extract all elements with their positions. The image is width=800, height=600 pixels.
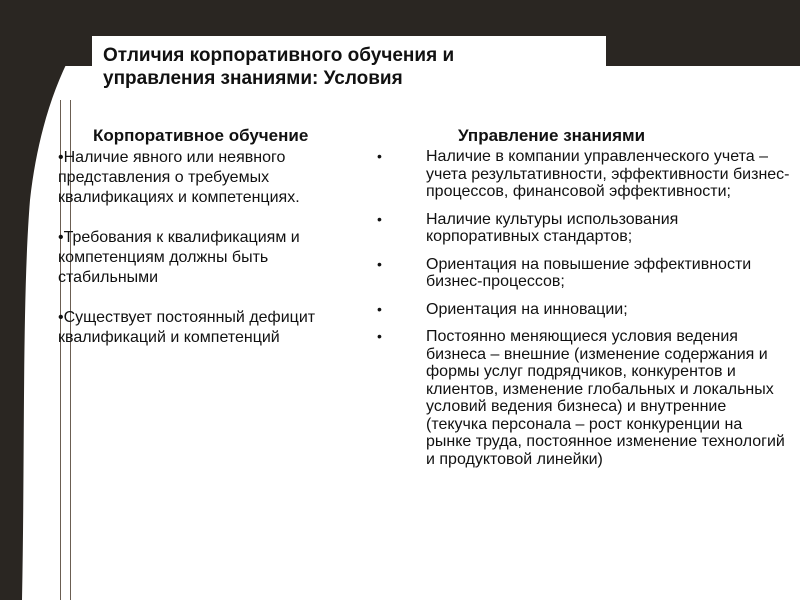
right-column-heading: Управление знаниями	[458, 126, 646, 145]
right-column	[370, 126, 790, 478]
bullet: •	[377, 328, 382, 344]
right-item	[370, 328, 790, 468]
bullet: •	[58, 149, 64, 166]
right-item-text: Ориентация на повышение эффективности бизнес-процессов;	[426, 255, 752, 290]
right-item	[370, 211, 790, 246]
left-column	[58, 126, 368, 368]
right-item	[370, 148, 790, 201]
bullet: •	[377, 255, 382, 272]
bullet: •	[377, 148, 382, 164]
right-item-text: Наличие в компании управленческого учета – учета результативности, эффективности бизнес-процессов, финансовой эффективности;	[426, 148, 790, 200]
bullet: •	[377, 210, 382, 227]
left-item	[58, 228, 368, 288]
left-item	[58, 148, 368, 208]
right-item-text: Ориентация на инновации;	[426, 300, 628, 318]
right-item	[370, 301, 790, 319]
bullet: •	[377, 300, 382, 317]
left-item	[58, 308, 368, 348]
bullet: •	[58, 229, 64, 246]
right-list	[370, 148, 790, 468]
right-item-text: Постоянно меняющиеся условия ведения бизнеса – внешние (изменение содержания и формы услуг подрядчиков, конкурентов и клиентов, изменение глобальных и локальных условий ведения бизнеса) и внутренние (текучка персонала – рост конкуренции на рынке труда, постоянное изменение технологий и продуктовой линейки)	[426, 328, 785, 468]
right-item-text: Наличие культуры использования корпоративных стандартов;	[426, 210, 679, 245]
slide-title: Отличия корпоративного обучения и управления знаниями: Условия	[103, 45, 455, 89]
right-item	[370, 256, 790, 291]
left-item-text: Наличие явного или неявного представления о требуемых квалификациях и компетенциях.	[58, 149, 300, 206]
left-column-heading: Корпоративное обучение	[93, 126, 309, 145]
bullet: •	[58, 309, 64, 326]
left-item-text: Существует постоянный дефицит квалификаций и компетенций	[58, 309, 316, 346]
left-item-text: Требования к квалификациям и компетенциям должны быть стабильными	[58, 229, 300, 286]
